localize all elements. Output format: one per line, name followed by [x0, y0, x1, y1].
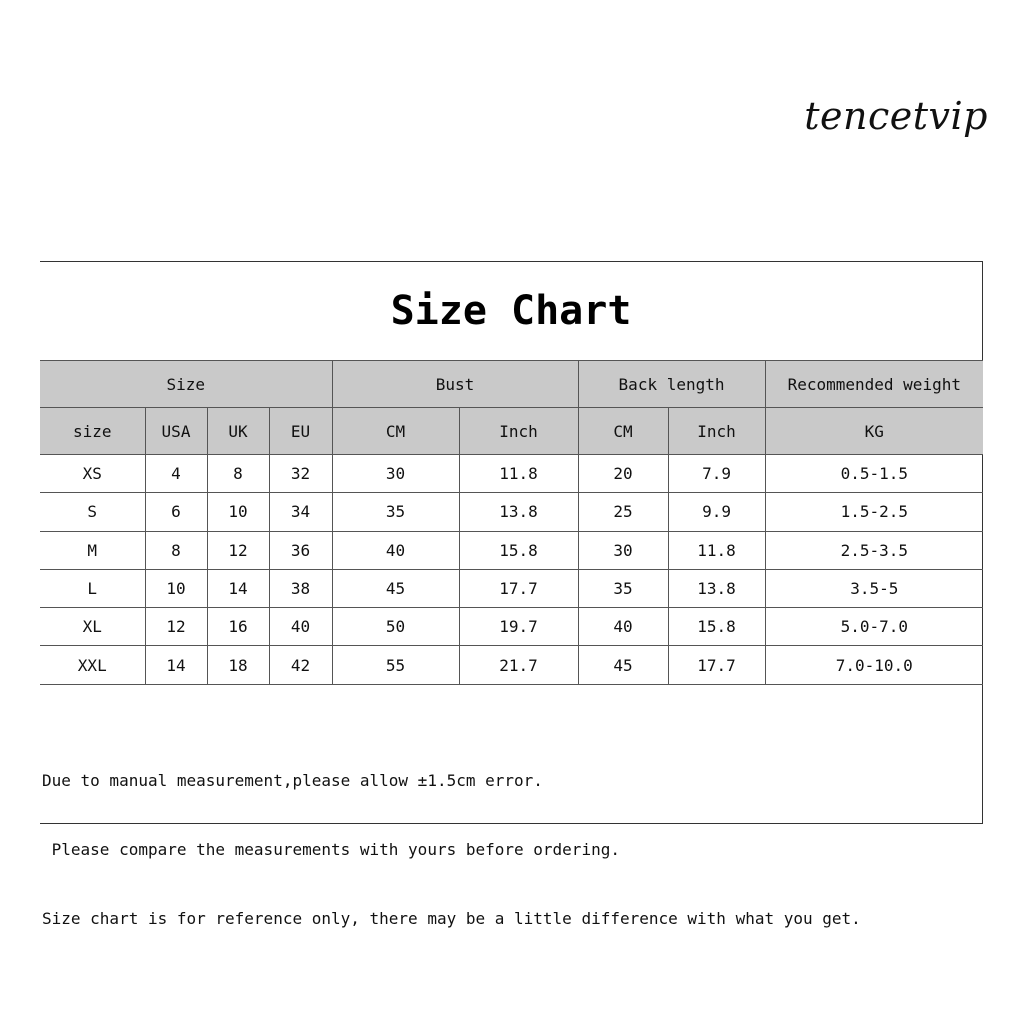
cell-weight-kg: 3.5-5 — [765, 569, 983, 607]
sub-header-row — [40, 408, 983, 455]
cell-weight-kg: 1.5-2.5 — [765, 493, 983, 531]
sub-header-usa: USA — [145, 408, 207, 455]
cell-uk: 10 — [207, 493, 269, 531]
cell-size: XXL — [40, 646, 145, 684]
group-header-row — [40, 361, 983, 408]
group-header-recommended-weight: Recommended weight — [765, 361, 983, 408]
cell-bust-cm: 50 — [332, 608, 459, 646]
cell-back-cm: 40 — [578, 608, 668, 646]
cell-bust-inch: 11.8 — [459, 455, 578, 493]
cell-bust-cm: 35 — [332, 493, 459, 531]
cell-weight-kg: 7.0-10.0 — [765, 646, 983, 684]
cell-back-cm: 20 — [578, 455, 668, 493]
sub-header-bust-cm: CM — [332, 408, 459, 455]
cell-uk: 14 — [207, 569, 269, 607]
sub-header-back-inch: Inch — [668, 408, 765, 455]
table-row — [40, 608, 983, 646]
cell-weight-kg: 5.0-7.0 — [765, 608, 983, 646]
cell-eu: 34 — [269, 493, 332, 531]
cell-back-cm: 30 — [578, 531, 668, 569]
cell-usa: 12 — [145, 608, 207, 646]
cell-bust-cm: 45 — [332, 569, 459, 607]
cell-weight-kg: 0.5-1.5 — [765, 455, 983, 493]
note-line: Due to manual measurement,please allow ±1.5cm error. — [42, 771, 543, 790]
cell-bust-inch: 15.8 — [459, 531, 578, 569]
chart-title: Size Chart — [390, 288, 632, 334]
cell-bust-inch: 13.8 — [459, 493, 578, 531]
cell-back-cm: 25 — [578, 493, 668, 531]
table-row — [40, 569, 983, 607]
cell-usa: 4 — [145, 455, 207, 493]
cell-back-inch: 15.8 — [668, 608, 765, 646]
cell-usa: 10 — [145, 569, 207, 607]
measurement-notes — [42, 723, 861, 976]
cell-uk: 8 — [207, 455, 269, 493]
cell-bust-inch: 21.7 — [459, 646, 578, 684]
cell-back-cm: 35 — [578, 569, 668, 607]
group-header-bust: Bust — [332, 361, 578, 408]
cell-eu: 38 — [269, 569, 332, 607]
cell-back-inch: 11.8 — [668, 531, 765, 569]
sub-header-eu: EU — [269, 408, 332, 455]
cell-uk: 12 — [207, 531, 269, 569]
cell-back-cm: 45 — [578, 646, 668, 684]
sub-header-bust-inch: Inch — [459, 408, 578, 455]
cell-usa: 14 — [145, 646, 207, 684]
cell-size: M — [40, 531, 145, 569]
brand-logo: tencetvip — [804, 94, 988, 138]
size-chart — [40, 261, 983, 928]
group-header-back-length: Back length — [578, 361, 765, 408]
table-row — [40, 646, 983, 684]
cell-back-inch: 9.9 — [668, 493, 765, 531]
cell-bust-cm: 30 — [332, 455, 459, 493]
sub-header-back-cm: CM — [578, 408, 668, 455]
cell-eu: 40 — [269, 608, 332, 646]
cell-weight-kg: 2.5-3.5 — [765, 531, 983, 569]
size-table — [40, 360, 983, 685]
note-line: Please compare the measurements with yours before ordering. — [42, 840, 620, 859]
cell-uk: 16 — [207, 608, 269, 646]
cell-bust-inch: 17.7 — [459, 569, 578, 607]
cell-usa: 8 — [145, 531, 207, 569]
cell-back-inch: 7.9 — [668, 455, 765, 493]
cell-size: XS — [40, 455, 145, 493]
group-header-size: Size — [40, 361, 332, 408]
table-row — [40, 455, 983, 493]
cell-eu: 36 — [269, 531, 332, 569]
cell-bust-inch: 19.7 — [459, 608, 578, 646]
cell-eu: 32 — [269, 455, 332, 493]
cell-bust-cm: 40 — [332, 531, 459, 569]
cell-bust-cm: 55 — [332, 646, 459, 684]
note-line: Size chart is for reference only, there may be a little difference with what you get. — [42, 909, 861, 928]
cell-usa: 6 — [145, 493, 207, 531]
cell-eu: 42 — [269, 646, 332, 684]
sub-header-kg: KG — [765, 408, 983, 455]
sub-header-uk: UK — [207, 408, 269, 455]
cell-back-inch: 17.7 — [668, 646, 765, 684]
cell-back-inch: 13.8 — [668, 569, 765, 607]
cell-uk: 18 — [207, 646, 269, 684]
table-row — [40, 493, 983, 531]
cell-size: XL — [40, 608, 145, 646]
cell-size: L — [40, 569, 145, 607]
table-row — [40, 531, 983, 569]
cell-size: S — [40, 493, 145, 531]
sub-header-size: size — [40, 408, 145, 455]
